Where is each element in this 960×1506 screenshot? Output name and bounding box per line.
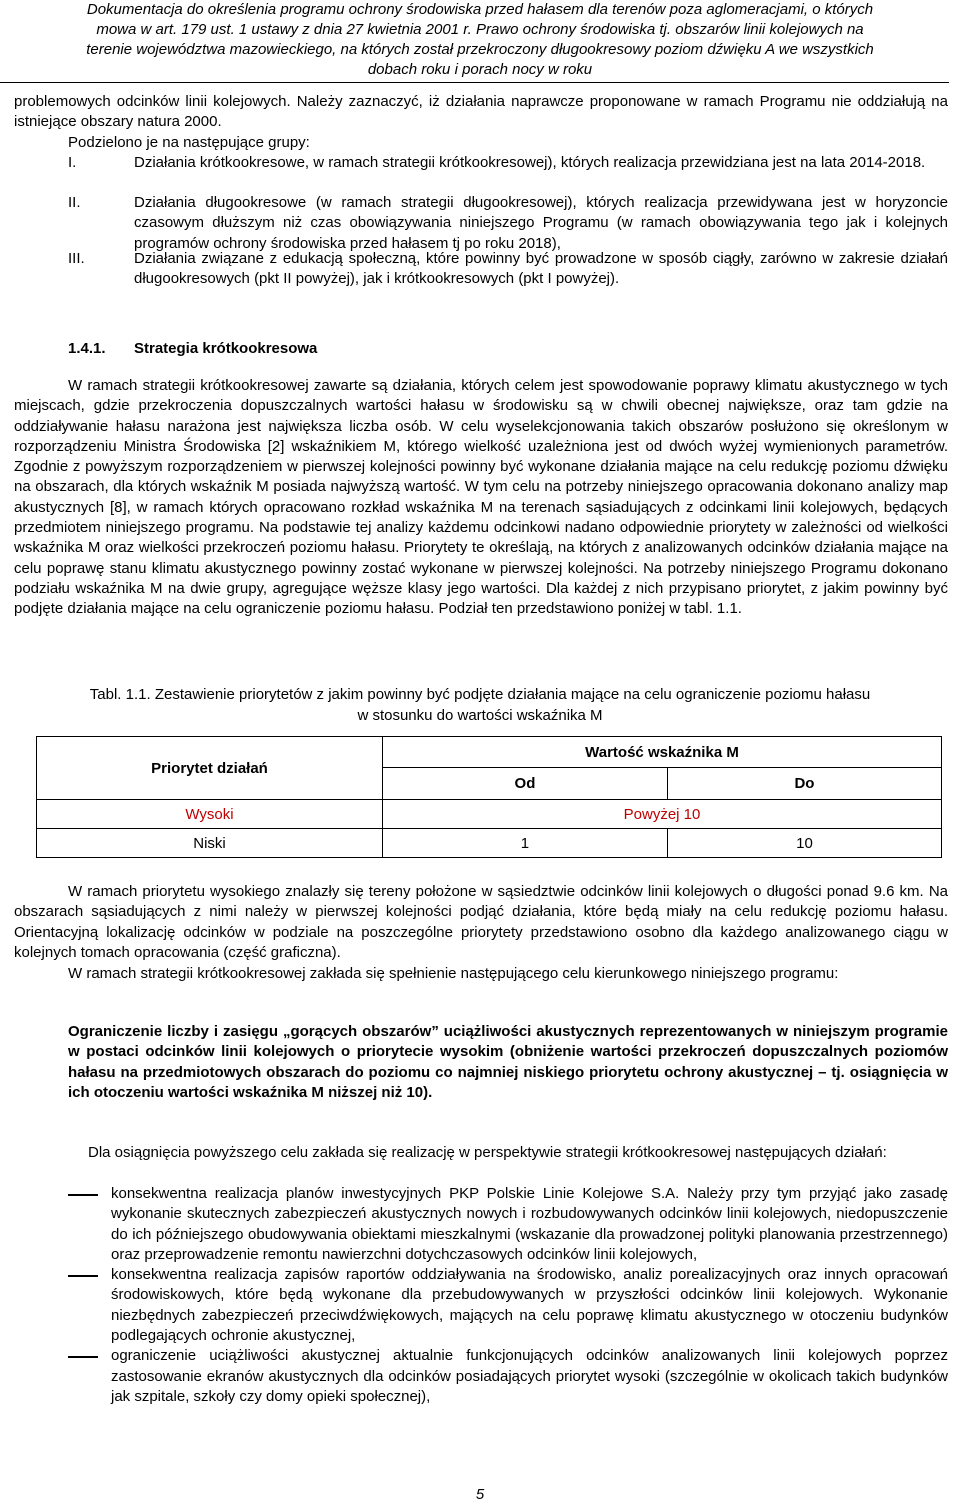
table-caption (0, 684, 960, 726)
column-header-to: Do (667, 768, 941, 800)
section-paragraph: W ramach strategii krótkookresowej zawarte są działania, których celem jest spowodowanie poprawy klimatu akustycznego w tych miejscach, gdzie przekroczenia dopuszczalnych wartości hałasu w środowisku są w chwili obecnej największe, oraz tam gdzie na oddziaływanie hałasu narażona jest największa liczba osób. W celu wyselekcjonowania takich obszarów posłużono się określonym w rozporządzeniu Ministra Środowiska [2] wskaźnikiem M, którego wielkość uzależniona jest od dwóch wyżej wymienionych parametrów. Zgodnie z powyższym rozporządzeniem w pierwszej kolejności powinny być wykonane działania mające na celu redukcję poziomu dźwięku na obszarach, dla których wskaźnik M posiada najwyższą wartość. W tym celu na potrzeby niniejszego opracowania dokonano analizy map akustycznych [8], w ramach których opracowano rozkład wskaźnika M na terenach sąsiadujących z odcinkami linii kolejowych, będących przedmiotem niniejszego programu. Na podstawie tej analizy każdemu odcinkowi nadano odpowiednie priorytety w zależności od wielkości wskaźnika M oraz wielkości przekroczeń poziomu hałasu. Priorytety te określają, na których z analizowanych odcinków działania mające na celu poprawę stanu klimatu akustycznego powinny zostać wykonane w pierwszej kolejności. Na potrzeby niniejszego Programu dokonano podziału wskaźnika M na dwie grupy, agregujące węższe klasy jego wartości. Dla każdej z nich przypisano priorytet, z jakim powinny być podjęte działania mające na celu ograniczenie poziomu hałasu. Podział ten przedstawiono poniżej w tabl. 1.1. (14, 377, 948, 618)
dash-bullet-icon (68, 1194, 98, 1196)
running-header (0, 0, 960, 80)
header-line: mowa w art. 179 ust. 1 ustawy z dnia 27 kwietnia 2001 r. Prawo ochrony środowiska tj. obszarów linii kolejowych na (96, 21, 864, 38)
goal-statement: Ograniczenie liczby i zasięgu „gorących obszarów” uciążliwości akustycznych reprezentowanych w niniejszym programie w postaci odcinków linii kolejowych o priorytecie wysokim (obniżenie wartości przekroczeń dopuszczalnych poziomów hałasu na przedmiotowych obszarach do poziomu co najmniej niskiego priorytetu ochrony akustycznej – tj. osiągnięcia w ich otoczeniu wartości wskaźnika M niższej niż 10). (68, 1023, 948, 1101)
list-item (68, 1184, 948, 1265)
header-line: dobach roku i porach nocy w roku (367, 61, 593, 78)
list-item-text: konsekwentna realizacja zapisów raportów oddziaływania na środowisko, analiz porealizacyjnych oraz innych opracowań środowiskowych, które będą wykonane dla przebudowywanych w przyszłości odcinków linii kolejowych. Wykonanie niezbędnych zabezpieczeń przeciwdźwiękowych, mających na celu poprawę klimatu akustycznego w otoczeniu budynków podlegających ochronie akustycznej, (111, 1266, 948, 1345)
column-header-from: Od (383, 768, 668, 800)
list-item-text: ograniczenie uciążliwości akustycznej aktualnie funkcjonujących odcinków analizowanych linii kolejowych poprzez zastosowanie ekranów akustycznych dla odcinków posiadających priorytet wysoki (szczególnie w okolicach takich budynków jak szpitale, szkoły czy domy opieki społecznej), (111, 1347, 948, 1405)
list-item-text: konsekwentna realizacja planów inwestycyjnych PKP Polskie Linie Kolejowe S.A. Należy przy tym przyjąć jako zasadę wykonanie skutecznych zabezpieczeń akustycznych nowych i rozbudowywanych odcinków linii kolejowych, niedopuszczenie do ich późniejszego obudowywania obiektami mieszkalnymi (wskazanie dla prowadzonej polityki planowania przestrzennego) oraz przeprowadzenie remontu nawierzchni dotychczasowych odcinków linii kolejowych, (111, 1185, 948, 1263)
table-caption-line: w stosunku do wartości wskaźnika M (357, 707, 603, 724)
group-text: Działania związane z edukacją społeczną, które powinny być prowadzone w sposób ciągły, zarówno w zakresie działań długookresowych (pkt II powyżej), jak i krótkookresowych (pkt I powyżej). (134, 250, 948, 288)
column-header-priority: Priorytet działań (37, 737, 383, 800)
groups-intro: Podzielono je na następujące grupy: (68, 134, 310, 151)
group-number: II. (68, 194, 81, 211)
value-range-cell: Powyżej 10 (383, 800, 942, 829)
table-row (37, 800, 942, 829)
group-text: Działania krótkookresowe, w ramach strategii krótkookresowej), których realizacja przewidziana jest na lata 2014-2018. (134, 154, 926, 171)
header-line: Dokumentacja do określenia programu ochrony środowiska przed hałasem dla terenów poza aglomeracjami, o których (86, 1, 874, 18)
section-title: Strategia krótkookresowa (134, 340, 318, 357)
list-item (68, 1265, 948, 1346)
group-number: III. (68, 250, 85, 267)
group-text: Działania długookresowe (w ramach strategii długookresowej), których realizacja przewidywana jest w horyzoncie czasowym dłuższym niż czas obowiązywania niniejszego Programu (w ramach obowiązywania tego jak i kolejnych programów ochrony środowiska przed hałasem tj po roku 2018), (134, 194, 948, 252)
dash-bullet-icon (68, 1356, 98, 1358)
after-table-paragraph: W ramach strategii krótkookresowej zakłada się spełnienie następującego celu kierunkowego niniejszego programu: (68, 965, 839, 982)
table-caption-line: Tabl. 1.1. Zestawienie priorytetów z jakim powinny być podjęte działania mające na celu ograniczenie poziomu hałasu (89, 686, 871, 703)
actions-intro: Dla osiągnięcia powyższego celu zakłada się realizację w perspektywie strategii krótkookresowej następujących działań: (88, 1144, 887, 1161)
dash-bullet-icon (68, 1275, 98, 1277)
table-row (37, 829, 942, 858)
priority-cell: Niski (37, 829, 383, 858)
header-line: terenie województwa mazowieckiego, na których został przekroczony długookresowy poziom dźwięku A we wszystkich (86, 41, 874, 58)
intro-paragraph: problemowych odcinków linii kolejowych. Należy zaznaczyć, iż działania naprawcze proponowane w ramach Programu nie oddziałują na istniejące obszary natura 2000. (14, 93, 948, 131)
list-item (68, 1346, 948, 1407)
after-table-paragraph: W ramach priorytetu wysokiego znalazły się tereny położone w sąsiedztwie odcinków linii kolejowych o długości ponad 9.6 km. Na obszarach sąsiadujących z nimi należy w pierwszej kolejności podjąć działania, które będą miały na celu redukcję poziomu hałasu. Orientacyjną lokalizację odcinków w podziale na poszczególne priorytety przedstawiono osobno dla każdego analizowanego ciągu w kolejnych tomach opracowania (część graficzna). (14, 883, 948, 961)
value-from-cell: 1 (383, 829, 668, 858)
priority-cell: Wysoki (37, 800, 383, 829)
column-header-value: Wartość wskaźnika M (383, 737, 942, 768)
header-divider (0, 82, 949, 83)
actions-list (68, 1184, 948, 1407)
page-number: 5 (475, 1486, 485, 1503)
section-number: 1.4.1. (68, 340, 106, 357)
priority-table (36, 736, 942, 858)
value-to-cell: 10 (667, 829, 941, 858)
group-number: I. (68, 154, 77, 171)
